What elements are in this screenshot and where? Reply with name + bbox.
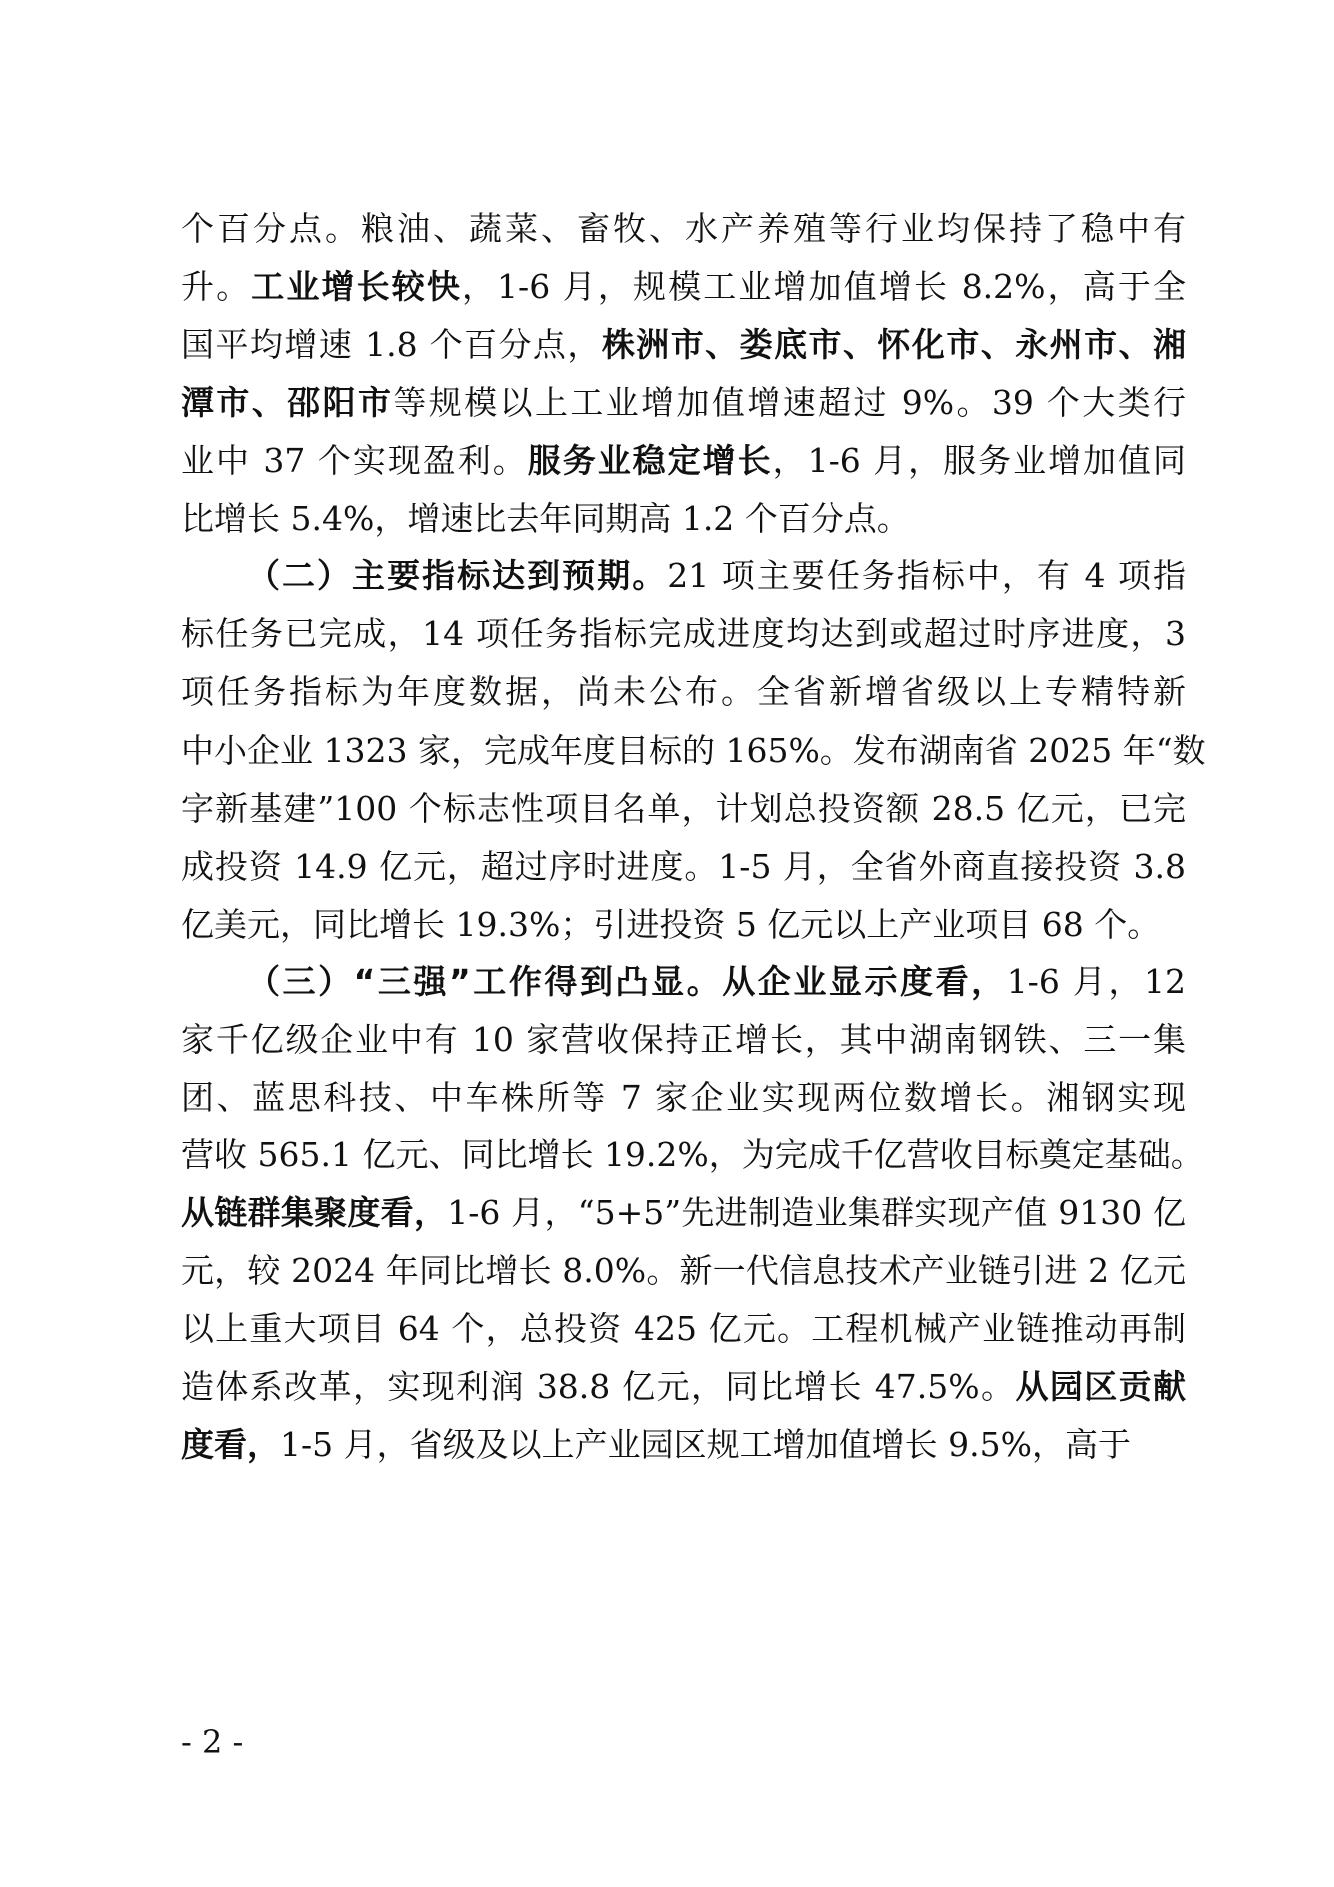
bold-phrase: 株洲市、娄底市、怀化市、永州市、湘 xyxy=(601,325,1187,364)
text-run: 中小企业 1323 家，完成年度目标的 165%。发布湖南省 2025 年“数 xyxy=(181,731,1206,770)
bold-phrase: 度看， xyxy=(181,1425,280,1464)
text-run: ，1-6 月，服务业增加值同 xyxy=(772,441,1186,480)
text-run: 1-6 月，12 xyxy=(1006,962,1186,1001)
text-line xyxy=(181,785,1186,833)
text-line xyxy=(181,321,1186,369)
text-run: 造体系改革，实现利润 38.8 亿元，同比增长 47.5%。 xyxy=(181,1367,1016,1406)
text-run: 家千亿级企业中有 10 家营收保持正增长，其中湖南钢铁、三一集 xyxy=(181,1020,1186,1059)
page-number: - 2 - xyxy=(181,1723,244,1761)
text-line xyxy=(181,901,1186,949)
bold-phrase: 服务业稳定增长 xyxy=(527,441,773,480)
bold-phrase: 工业增长较快 xyxy=(251,267,462,306)
text-line xyxy=(181,1016,1186,1064)
text-run: 等规模以上工业增加值增速超过 9%。39 个大类行 xyxy=(393,383,1186,422)
text-line xyxy=(181,495,1186,543)
text-run: 项任务指标为年度数据，尚未公布。全省新增省级以上专精特新 xyxy=(181,672,1186,711)
text-run: 21 项主要任务指标中，有 4 项指 xyxy=(667,556,1186,595)
text-line xyxy=(247,958,1186,1006)
text-line xyxy=(181,1363,1186,1411)
bold-phrase: 潭市、邵阳市 xyxy=(181,383,394,422)
text-run: 业中 37 个实现盈利。 xyxy=(181,441,528,480)
text-line xyxy=(181,263,1186,311)
text-run: 营收 565.1 亿元、同比增长 19.2%，为完成千亿营收目标奠定基础。 xyxy=(181,1135,1204,1174)
text-line xyxy=(181,668,1186,716)
text-line xyxy=(181,610,1186,658)
bold-phrase: 从园区贡献 xyxy=(1015,1367,1187,1406)
text-run: 国平均增速 1.8 个百分点， xyxy=(181,325,602,364)
text-line xyxy=(181,1305,1186,1353)
text-run: 元，较 2024 年同比增长 8.0%。新一代信息技术产业链引进 2 亿元 xyxy=(181,1251,1186,1290)
text-line xyxy=(247,552,1186,600)
text-line xyxy=(181,379,1186,427)
text-run: 个百分点。粮油、蔬菜、畜牧、水产养殖等行业均保持了稳中有 xyxy=(181,209,1186,248)
text-run: 升。 xyxy=(181,267,252,306)
text-run: 团、蓝思科技、中车株所等 7 家企业实现两位数增长。湘钢实现 xyxy=(181,1078,1186,1117)
text-line xyxy=(181,1074,1186,1122)
bold-phrase: 从链群集聚度看， xyxy=(181,1193,448,1232)
text-run: 亿美元，同比增长 19.3%；引进投资 5 亿元以上产业项目 68 个。 xyxy=(181,905,1161,944)
text-run: 标任务已完成，14 项任务指标完成进度均达到或超过时序进度，3 xyxy=(181,614,1186,653)
bold-phrase: （二）主要指标达到预期。 xyxy=(247,556,668,595)
bold-phrase: （三）“三强”工作得到凸显。从企业显示度看， xyxy=(247,962,1007,1001)
text-run: 以上重大项目 64 个，总投资 425 亿元。工程机械产业链推动再制 xyxy=(181,1309,1186,1348)
text-run: 1-6 月，“5+5”先进制造业集群实现产值 9130 亿 xyxy=(447,1193,1186,1232)
text-run: 1-5 月，省级及以上产业园区规工增加值增长 9.5%，高于 xyxy=(280,1425,1131,1464)
text-run: 字新基建”100 个标志性项目名单，计划总投资额 28.5 亿元，已完 xyxy=(181,789,1186,828)
text-run: ，1-6 月，规模工业增加值增长 8.2%，高于全 xyxy=(461,267,1186,306)
text-line xyxy=(181,1421,1186,1469)
text-run: 比增长 5.4%，增速比去年同期高 1.2 个百分点。 xyxy=(181,499,910,538)
text-line xyxy=(181,843,1186,891)
text-line xyxy=(181,1189,1186,1237)
text-line xyxy=(181,437,1186,485)
text-line xyxy=(181,727,1206,775)
text-line xyxy=(181,205,1186,253)
text-line xyxy=(181,1247,1186,1295)
text-line xyxy=(181,1131,1204,1179)
text-run: 成投资 14.9 亿元，超过序时进度。1-5 月，全省外商直接投资 3.8 xyxy=(181,847,1186,886)
